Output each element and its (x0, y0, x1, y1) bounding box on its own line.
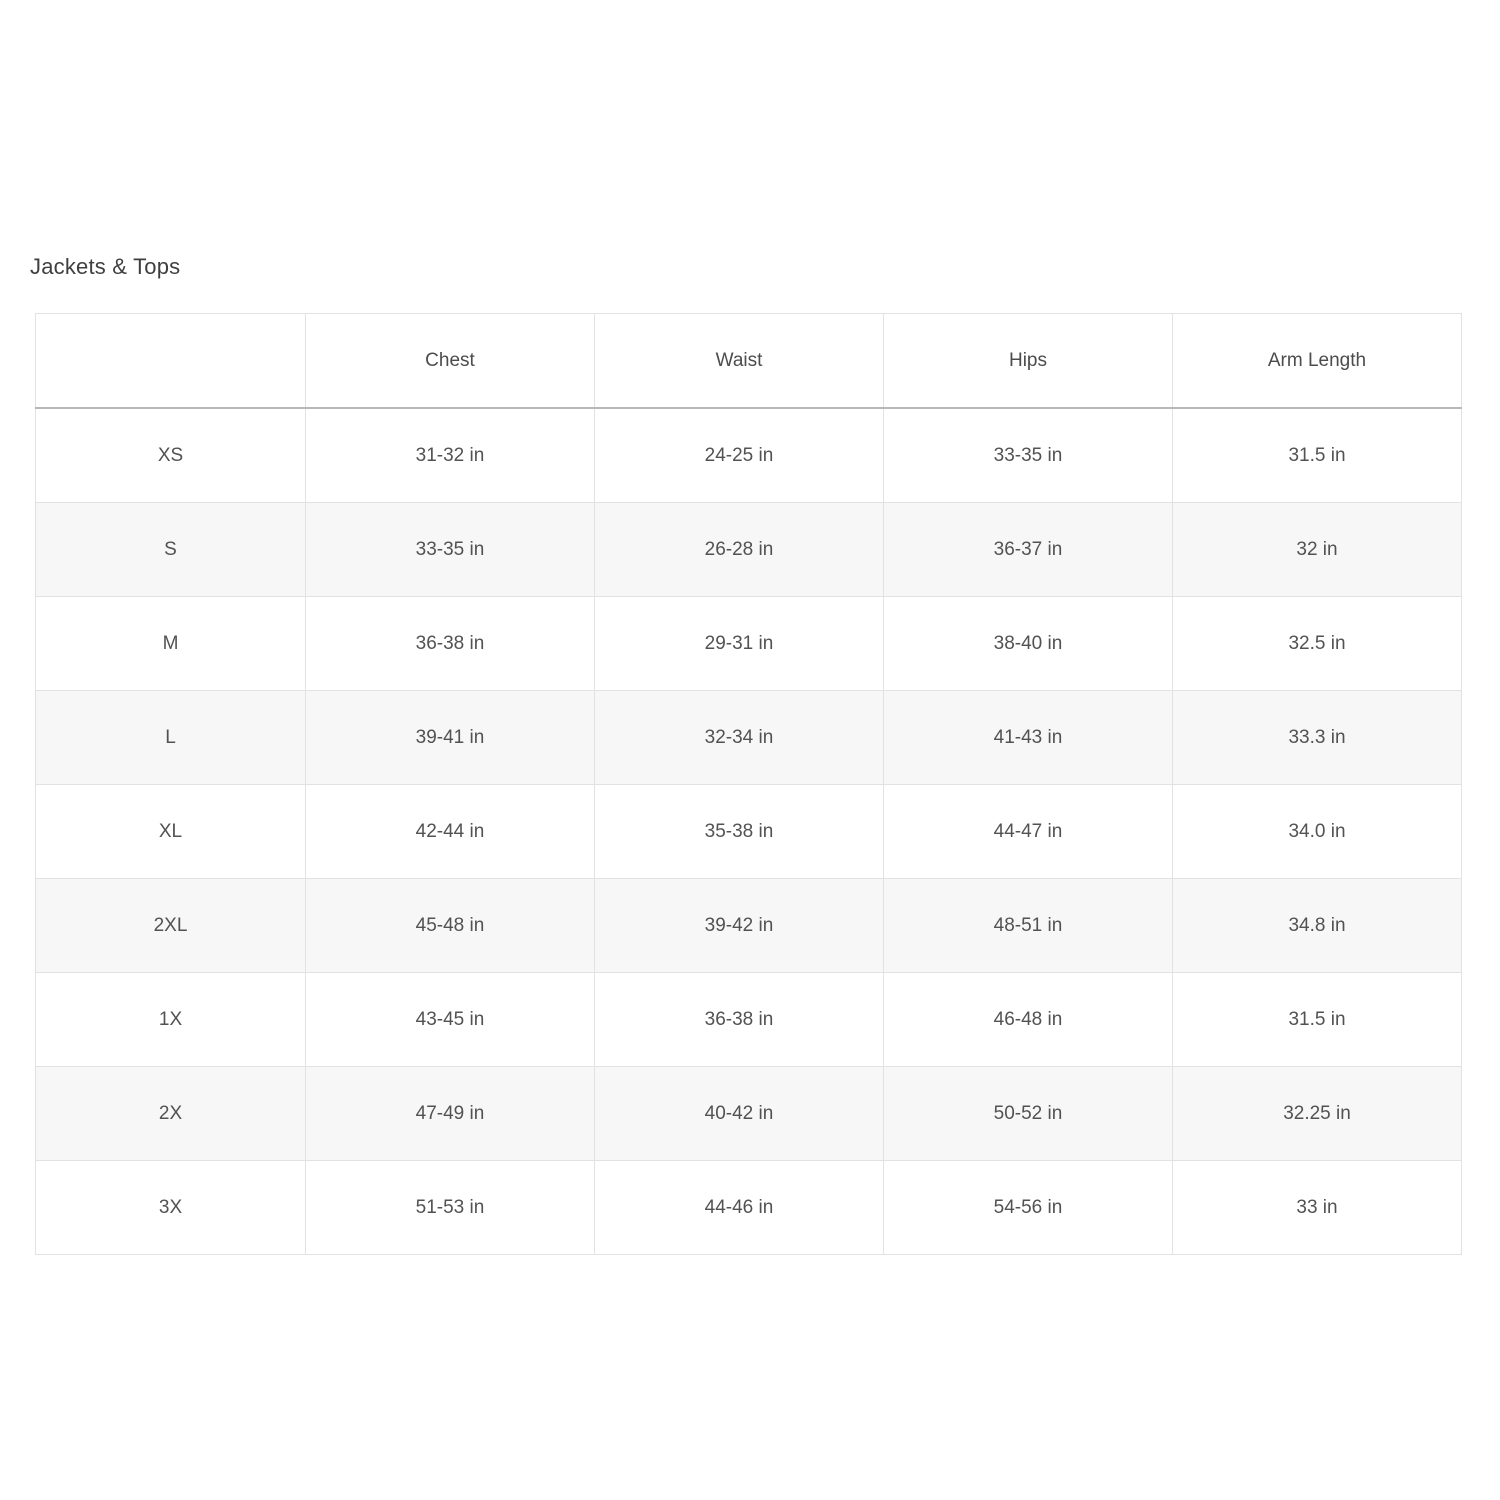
table-row-l (36, 691, 1462, 785)
size-cell: 2XL (36, 879, 306, 973)
chest-cell: 33-35 in (306, 503, 595, 597)
arm-length-cell: 34.0 in (1173, 785, 1462, 879)
header-cell-size (36, 314, 306, 409)
waist-cell: 35-38 in (595, 785, 884, 879)
header-cell-chest: Chest (306, 314, 595, 409)
waist-cell: 24-25 in (595, 408, 884, 503)
arm-length-cell: 31.5 in (1173, 408, 1462, 503)
hips-cell: 33-35 in (884, 408, 1173, 503)
table-row-s (36, 503, 1462, 597)
header-cell-hips: Hips (884, 314, 1173, 409)
hips-cell: 54-56 in (884, 1161, 1173, 1255)
chest-cell: 45-48 in (306, 879, 595, 973)
size-cell: XS (36, 408, 306, 503)
hips-cell: 44-47 in (884, 785, 1173, 879)
table-row-2xl (36, 879, 1462, 973)
waist-cell: 32-34 in (595, 691, 884, 785)
size-cell: 3X (36, 1161, 306, 1255)
size-cell: XL (36, 785, 306, 879)
hips-cell: 46-48 in (884, 973, 1173, 1067)
chest-cell: 42-44 in (306, 785, 595, 879)
table-row-1x (36, 973, 1462, 1067)
table-row-2x (36, 1067, 1462, 1161)
size-chart-header (36, 314, 1462, 409)
header-cell-waist: Waist (595, 314, 884, 409)
arm-length-cell: 32.5 in (1173, 597, 1462, 691)
size-cell: L (36, 691, 306, 785)
arm-length-cell: 33 in (1173, 1161, 1462, 1255)
waist-cell: 29-31 in (595, 597, 884, 691)
hips-cell: 48-51 in (884, 879, 1173, 973)
header-row (36, 314, 1462, 409)
waist-cell: 26-28 in (595, 503, 884, 597)
table-row-3x (36, 1161, 1462, 1255)
waist-cell: 40-42 in (595, 1067, 884, 1161)
chest-cell: 51-53 in (306, 1161, 595, 1255)
size-chart-table (35, 313, 1462, 1255)
chest-cell: 43-45 in (306, 973, 595, 1067)
size-cell: M (36, 597, 306, 691)
arm-length-cell: 33.3 in (1173, 691, 1462, 785)
size-cell: 2X (36, 1067, 306, 1161)
waist-cell: 39-42 in (595, 879, 884, 973)
arm-length-cell: 32 in (1173, 503, 1462, 597)
chest-cell: 39-41 in (306, 691, 595, 785)
size-chart-body (36, 408, 1462, 1255)
hips-cell: 41-43 in (884, 691, 1173, 785)
header-cell-arm-length: Arm Length (1173, 314, 1462, 409)
waist-cell: 44-46 in (595, 1161, 884, 1255)
hips-cell: 50-52 in (884, 1067, 1173, 1161)
arm-length-cell: 34.8 in (1173, 879, 1462, 973)
arm-length-cell: 31.5 in (1173, 973, 1462, 1067)
hips-cell: 38-40 in (884, 597, 1173, 691)
table-row-m (36, 597, 1462, 691)
table-row-xl (36, 785, 1462, 879)
section-title-jackets-tops: Jackets & Tops (30, 254, 181, 280)
hips-cell: 36-37 in (884, 503, 1173, 597)
chest-cell: 47-49 in (306, 1067, 595, 1161)
arm-length-cell: 32.25 in (1173, 1067, 1462, 1161)
chest-cell: 36-38 in (306, 597, 595, 691)
chest-cell: 31-32 in (306, 408, 595, 503)
table-row-xs (36, 408, 1462, 503)
waist-cell: 36-38 in (595, 973, 884, 1067)
size-cell: S (36, 503, 306, 597)
size-cell: 1X (36, 973, 306, 1067)
